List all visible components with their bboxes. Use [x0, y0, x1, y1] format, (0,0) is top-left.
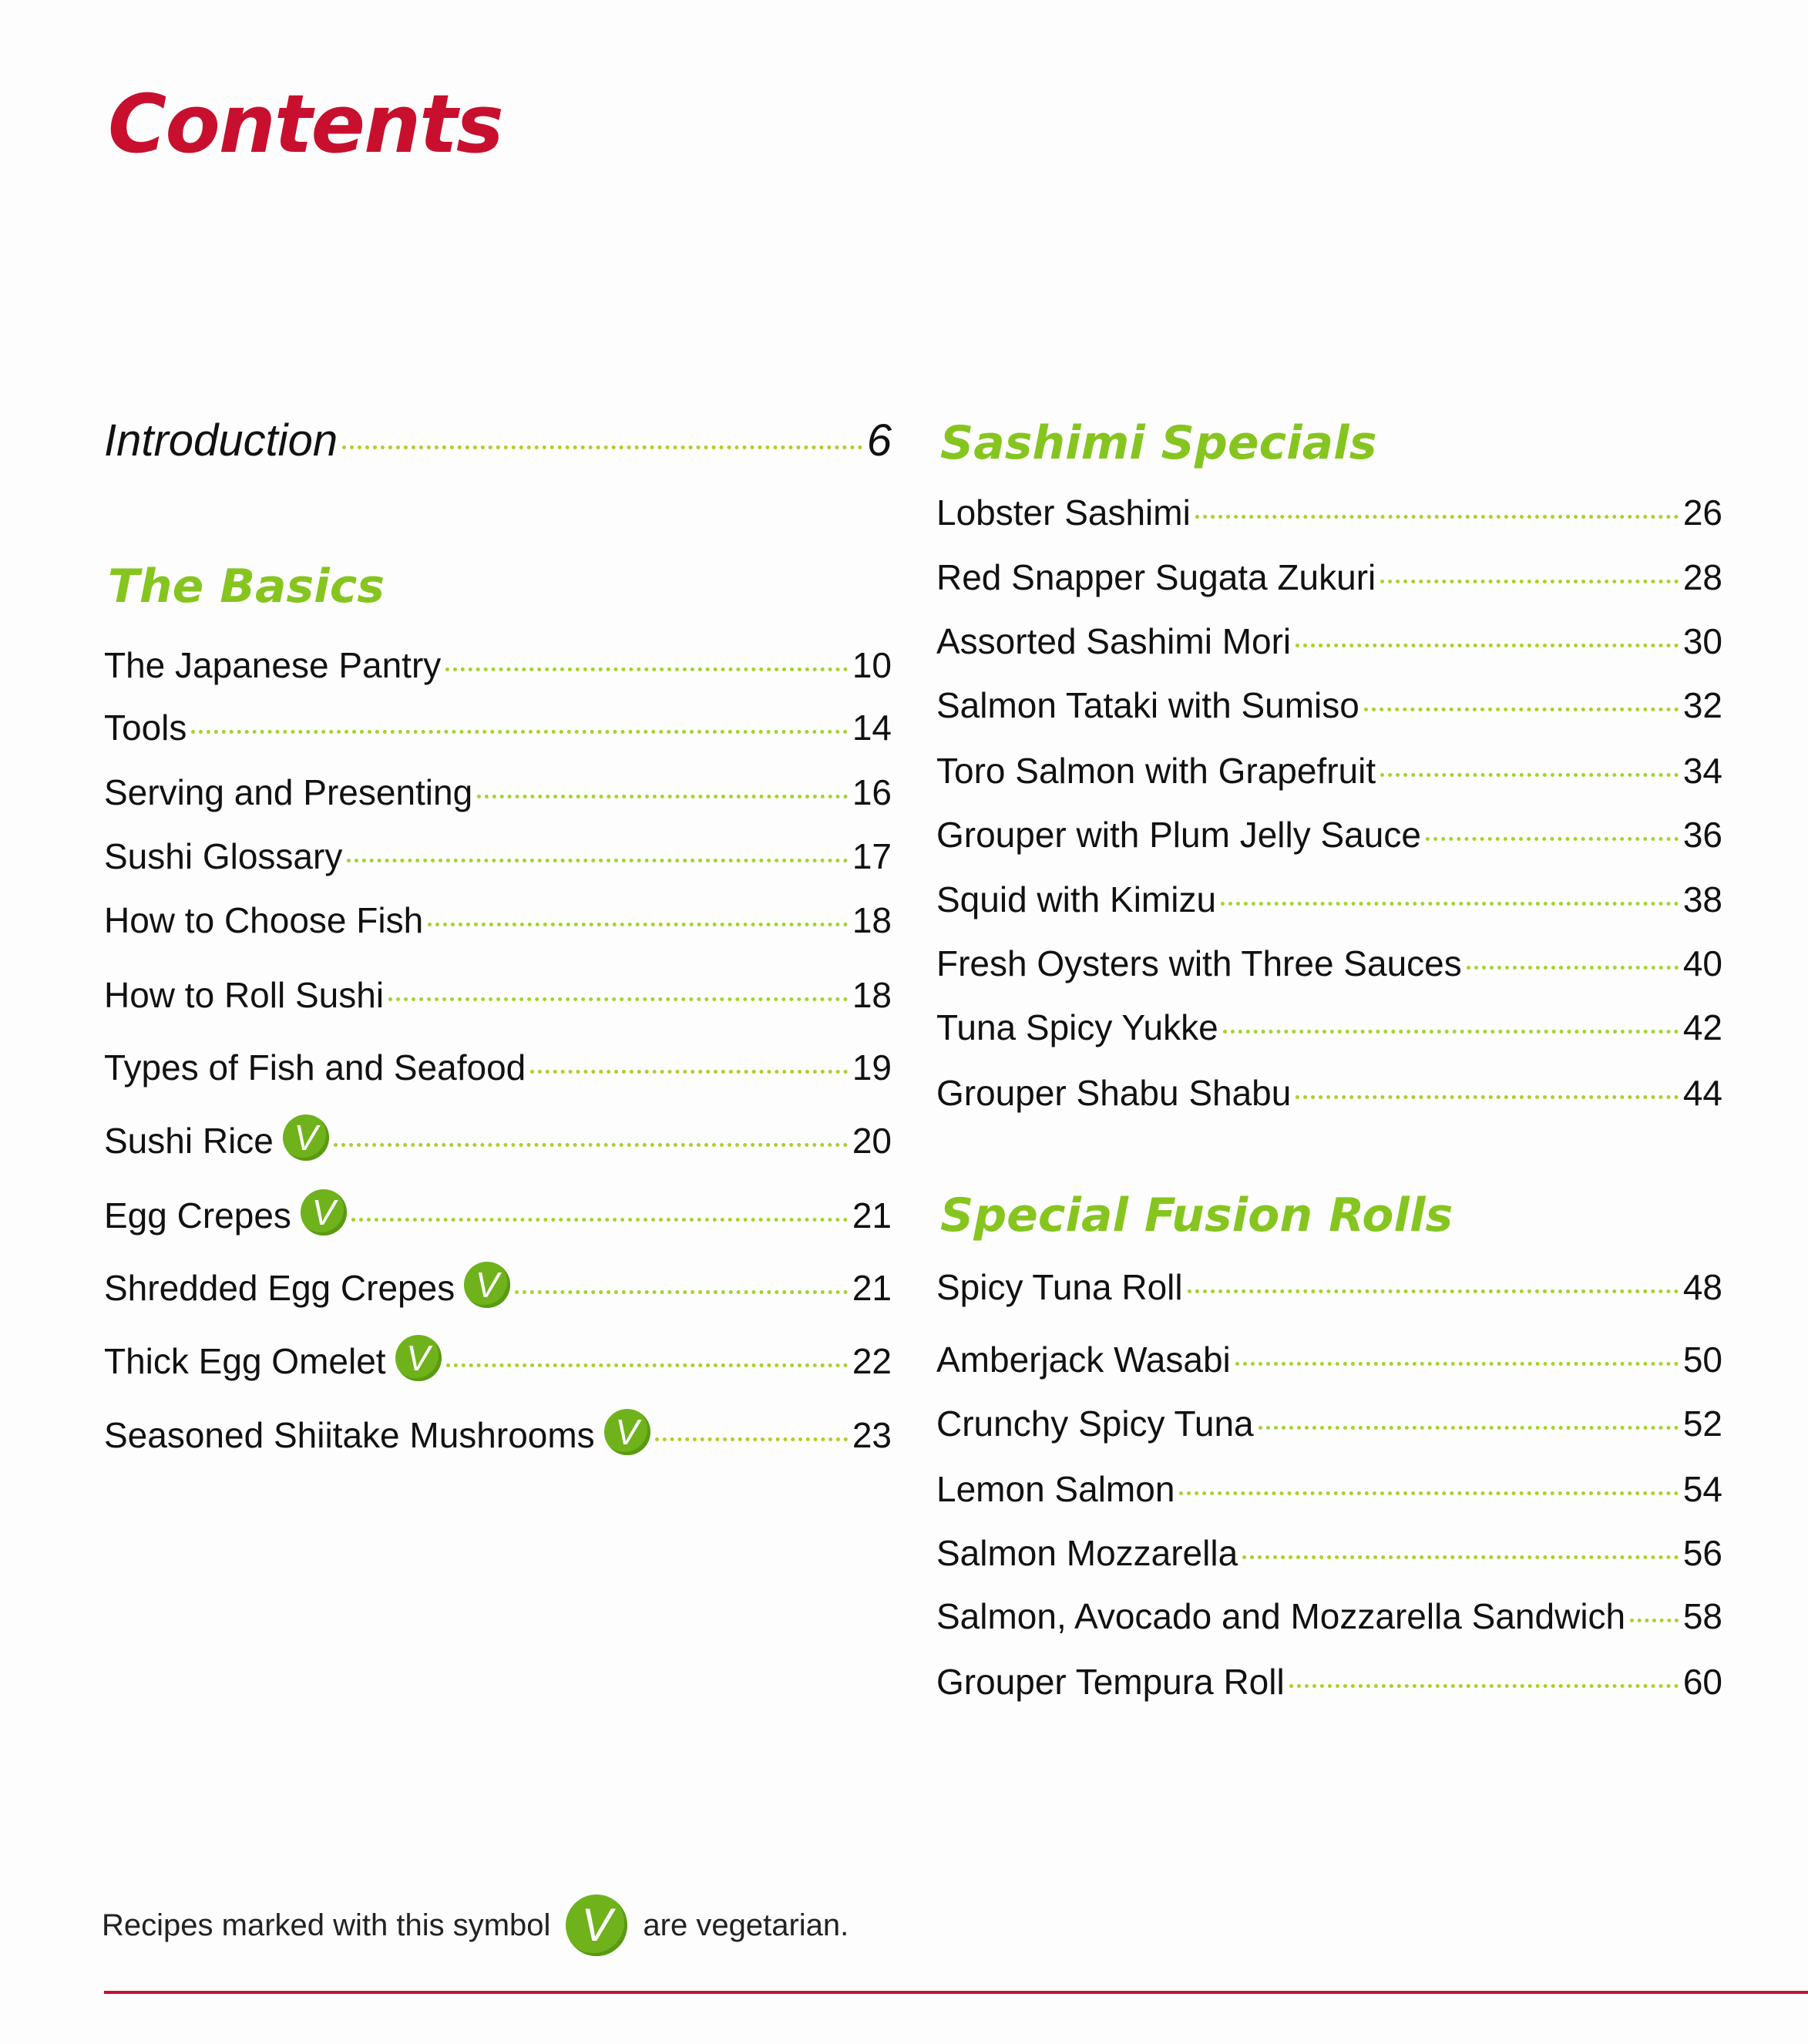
toc-entry[interactable]: [104, 829, 892, 883]
toc-label: Tools: [104, 708, 187, 748]
toc-page-number: 50: [1682, 1340, 1722, 1380]
vegetarian-icon: V: [301, 1189, 347, 1235]
dot-leader: [1289, 1684, 1679, 1688]
dot-leader: [1630, 1619, 1679, 1622]
toc-label: Sushi Glossary: [104, 836, 343, 876]
toc-entry[interactable]: [104, 1408, 892, 1462]
toc-page-number: 40: [1682, 943, 1722, 983]
dot-leader: [388, 997, 848, 1001]
toc-entry[interactable]: [104, 968, 892, 1022]
toc-page-number: 21: [852, 1268, 892, 1308]
dot-leader: [655, 1437, 848, 1441]
toc-label: Grouper Shabu Shabu: [936, 1073, 1292, 1113]
dot-leader: [445, 667, 848, 671]
dot-leader: [1223, 1030, 1679, 1034]
toc-entry[interactable]: [936, 1260, 1722, 1314]
toc-entry[interactable]: [936, 1333, 1722, 1387]
dot-leader: [428, 923, 848, 926]
dot-leader: [1467, 966, 1679, 970]
toc-page-number: 34: [1682, 751, 1722, 791]
toc-entry[interactable]: [936, 678, 1722, 732]
toc-label: Salmon Mozzarella: [936, 1533, 1238, 1573]
toc-entry[interactable]: [936, 486, 1722, 540]
toc-page-number: 56: [1682, 1533, 1722, 1573]
toc-page-number: 10: [852, 645, 892, 685]
toc-entry[interactable]: [104, 1040, 892, 1094]
toc-label: Seasoned Shiitake Mushrooms: [104, 1415, 595, 1455]
toc-entry[interactable]: [936, 1462, 1722, 1516]
toc-entry[interactable]: [104, 1114, 892, 1168]
toc-label: Red Snapper Sugata Zukuri: [936, 557, 1376, 597]
toc-label: Lemon Salmon: [936, 1469, 1175, 1509]
dot-leader: [1188, 1289, 1679, 1293]
toc-entry[interactable]: [104, 1334, 892, 1388]
toc-entry[interactable]: [936, 1589, 1722, 1643]
vegetarian-legend: [102, 1894, 849, 1956]
bottom-divider: [104, 1991, 1808, 1994]
toc-page-number: 19: [852, 1047, 892, 1088]
toc-label: How to Choose Fish: [104, 900, 424, 940]
toc-page-number: 58: [1682, 1596, 1722, 1636]
toc-label: Types of Fish and Seafood: [104, 1047, 526, 1088]
toc-entry[interactable]: [104, 1261, 892, 1315]
toc-label: Salmon Tataki with Sumiso: [936, 685, 1359, 725]
toc-label: Spicy Tuna Roll: [936, 1267, 1183, 1307]
dot-leader: [1380, 580, 1679, 583]
toc-label: Assorted Sashimi Mori: [936, 621, 1292, 661]
dot-leader: [530, 1070, 848, 1074]
toc-label: Tuna Spicy Yukke: [936, 1007, 1218, 1047]
dot-leader: [334, 1143, 848, 1147]
page-title: Contents: [108, 77, 502, 171]
dot-leader: [191, 730, 847, 734]
vegetarian-icon: V: [464, 1262, 510, 1308]
toc-entry[interactable]: [936, 1397, 1722, 1451]
dot-leader: [1179, 1491, 1678, 1495]
dot-leader: [1380, 773, 1679, 777]
toc-page-number: 30: [1682, 621, 1722, 661]
dot-leader: [446, 1363, 848, 1367]
toc-page-number: 23: [852, 1415, 892, 1455]
toc-entry[interactable]: [936, 872, 1722, 926]
toc-page-number: 14: [852, 708, 892, 748]
dot-leader: [515, 1290, 848, 1294]
toc-label: Grouper Tempura Roll: [936, 1662, 1285, 1702]
dot-leader: [1235, 1362, 1679, 1366]
dot-leader: [1195, 515, 1679, 519]
toc-entry[interactable]: [104, 893, 892, 947]
toc-label: Lobster Sashimi: [936, 493, 1191, 533]
dot-leader: [347, 859, 847, 862]
toc-label: Salmon, Avocado and Mozzarella Sandwich: [936, 1596, 1626, 1636]
toc-introduction[interactable]: [104, 414, 892, 468]
dot-leader: [1296, 1095, 1678, 1099]
section-heading: Sashimi Specials: [940, 416, 1377, 470]
toc-entry[interactable]: [104, 701, 892, 755]
toc-entry[interactable]: [936, 614, 1722, 668]
toc-entry[interactable]: [104, 765, 892, 819]
toc-page-number: 26: [1682, 493, 1722, 533]
toc-label: Grouper with Plum Jelly Sauce: [936, 815, 1421, 855]
legend-text-after: are vegetarian.: [643, 1908, 849, 1942]
toc-label: Squid with Kimizu: [936, 879, 1217, 919]
dot-leader: [1221, 902, 1679, 906]
toc-page-number: 28: [1682, 557, 1722, 597]
toc-page-number: 20: [852, 1121, 892, 1161]
toc-page-number: 32: [1682, 685, 1722, 725]
section-heading: Special Fusion Rolls: [940, 1188, 1453, 1242]
toc-label: Egg Crepes: [104, 1195, 291, 1235]
toc-label: Shredded Egg Crepes: [104, 1268, 455, 1308]
toc-entry[interactable]: [936, 550, 1722, 604]
toc-page-number: 16: [852, 772, 892, 812]
toc-entry[interactable]: [936, 936, 1722, 990]
toc-page-number: 42: [1682, 1007, 1722, 1047]
toc-entry[interactable]: [104, 1188, 892, 1242]
vegetarian-icon: V: [604, 1409, 650, 1455]
toc-label: Toro Salmon with Grapefruit: [936, 751, 1376, 791]
toc-page-number: 22: [852, 1341, 892, 1381]
toc-label: How to Roll Sushi: [104, 975, 385, 1015]
toc-page-number: 38: [1682, 879, 1722, 919]
vegetarian-icon: V: [283, 1114, 329, 1161]
toc-page-number: 44: [1682, 1073, 1722, 1113]
vegetarian-icon: V: [566, 1894, 627, 1956]
toc-page-number: 6: [866, 415, 892, 466]
dot-leader: [1242, 1555, 1679, 1559]
toc-label: The Japanese Pantry: [104, 645, 442, 685]
toc-entry[interactable]: [936, 1526, 1722, 1580]
dot-leader: [1426, 837, 1679, 841]
toc-page-number: 36: [1682, 815, 1722, 855]
toc-page-number: 17: [852, 836, 892, 876]
toc-entry[interactable]: [936, 1000, 1722, 1054]
toc-label: Introduction: [104, 415, 338, 466]
dot-leader: [1296, 644, 1679, 647]
toc-page-number: 60: [1682, 1662, 1722, 1702]
toc-entry[interactable]: [936, 1066, 1722, 1120]
legend-text-before: Recipes marked with this symbol: [102, 1908, 551, 1942]
toc-page-number: 52: [1682, 1404, 1722, 1444]
toc-page-number: 18: [852, 975, 892, 1015]
toc-label: Crunchy Spicy Tuna: [936, 1404, 1254, 1444]
toc-label: Sushi Rice: [104, 1121, 274, 1161]
dot-leader: [1364, 708, 1679, 711]
toc-entry[interactable]: [104, 638, 892, 692]
vegetarian-icon: V: [395, 1335, 442, 1381]
toc-label: Amberjack Wasabi: [936, 1340, 1231, 1380]
toc-page-number: 48: [1682, 1267, 1722, 1307]
dot-leader: [342, 445, 862, 449]
toc-entry[interactable]: [936, 808, 1722, 862]
toc-entry[interactable]: [936, 1655, 1722, 1709]
toc-entry[interactable]: [936, 744, 1722, 798]
dot-leader: [351, 1218, 848, 1222]
toc-label: Serving and Presenting: [104, 772, 473, 812]
dot-leader: [477, 795, 848, 798]
toc-label: Thick Egg Omelet: [104, 1341, 386, 1381]
toc-page-number: 54: [1682, 1469, 1722, 1509]
section-heading: The Basics: [108, 560, 385, 614]
toc-page-number: 18: [852, 900, 892, 940]
toc-page-number: 21: [852, 1195, 892, 1235]
dot-leader: [1259, 1426, 1679, 1430]
toc-label: Fresh Oysters with Three Sauces: [936, 943, 1462, 983]
